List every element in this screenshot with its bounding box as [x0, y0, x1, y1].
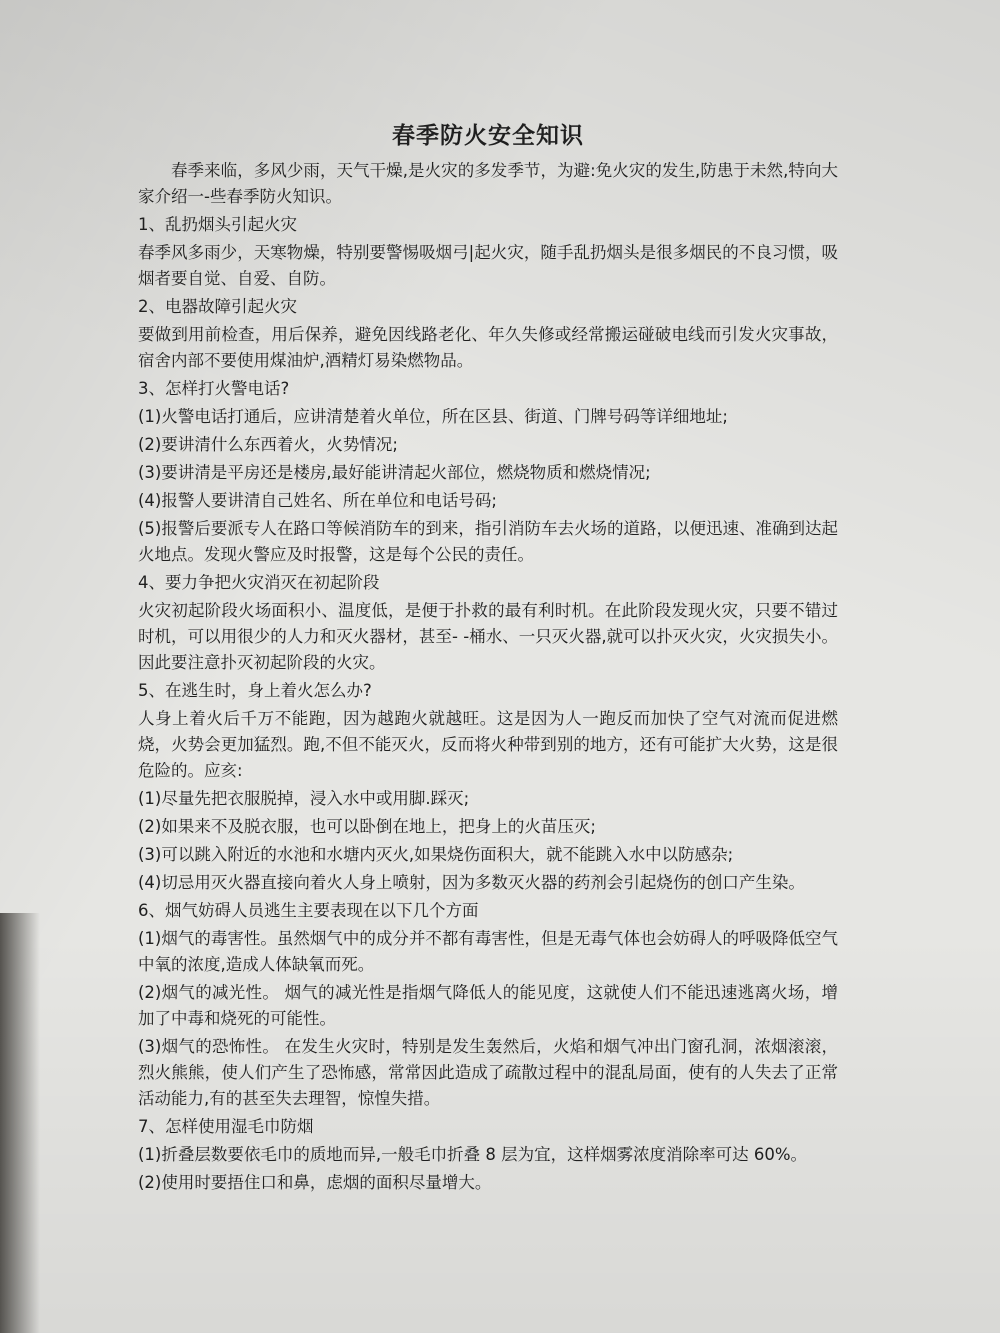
intro-paragraph: 春季来临，多风少雨，天气干燥,是火灾的多发季节，为避:免火灾的发生,防患于未然,特向大家介绍一-些春季防火知识。 [138, 161, 838, 206]
section-heading: 4、要力争把火灾消灭在初起阶段 [138, 573, 380, 592]
list-item: (2)如果来不及脱衣服，也可以卧倒在地上，把身上的火苗压灭; [138, 817, 596, 836]
list-item: (2)要讲清什么东西着火，火势情况; [138, 435, 398, 454]
list-item: (2)烟气的减光性。 烟气的减光性是指烟气降低人的能见度，这就使人们不能迅速逃离火场，增加了中毒和烧死的可能性。 [138, 983, 838, 1028]
list-item: (4)切忌用灭火器直接向着火人身上喷射，因为多数灭火器的药剂会引起烧伤的创口产生染。 [138, 873, 805, 892]
list-item: (3)可以跳入附近的水池和水塘内灭火,如果烧伤面积大，就不能跳入水中以防感杂; [138, 845, 734, 864]
section-heading: 1、乱扔烟头引起火灾 [138, 215, 297, 234]
section-heading: 5、在逃生时，身上着火怎么办? [138, 681, 372, 700]
list-item: (1)火警电话打通后，应讲清楚着火单位，所在区县、街道、门牌号码等详细地址; [138, 407, 728, 426]
section-paragraph: 要做到用前检查，用后保养，避免因线路老化、年久失修或经常搬运碰破电线而引发火灾事故，宿舍内部不要使用煤油炉,酒精灯易染燃物品。 [138, 325, 838, 370]
list-item: (4)报警人要讲清自己姓名、所在单位和电话号码; [138, 491, 497, 510]
list-item: (2)使用时要捂住口和鼻，虑烟的面积尽量增大。 [138, 1173, 492, 1192]
list-item: (1)尽量先把衣服脱掉，浸入水中或用脚.踩灭; [138, 789, 470, 808]
section-heading: 3、怎样打火警电话? [138, 379, 290, 398]
section-heading: 2、电器故障引起火灾 [138, 297, 297, 316]
section-heading: 7、怎样使用湿毛巾防烟 [138, 1117, 314, 1136]
list-item: (3)烟气的恐怖性。 在发生火灾时，特别是发生轰然后，火焰和烟气冲出门窗孔洞，浓烟滚滚，烈火熊熊，使人们产生了恐怖感，常常因此造成了疏散过程中的混乱局面，使有的人失去了正常活动能力,有的甚至失去理智，惊惶失措。 [138, 1037, 838, 1108]
list-item: (3)要讲清是平房还是楼房,最好能讲清起火部位，燃烧物质和燃烧情况; [138, 463, 651, 482]
edge-shadow [0, 913, 40, 1333]
list-item: (5)报警后要派专人在路口等候消防车的到来，指引消防车去火场的道路，以便迅速、准确到达起火地点。发现火警应及时报警，这是每个公民的责任。 [138, 519, 838, 564]
list-item: (1)折叠层数要依毛巾的质地而异,一般毛巾折叠 8 层为宜，这样烟雾浓度消除率可达 60%。 [138, 1145, 808, 1164]
section-paragraph: 春季风多雨少，天寒物燥，特别要警惕吸烟弓|起火灾，随手乱扔烟头是很多烟民的不良习惯，吸烟者要自觉、自爱、自防。 [138, 243, 838, 288]
section-paragraph: 火灾初起阶段火场面积小、温度低，是便于扑救的最有利时机。在此阶段发现火灾，只要不错过时机，可以用很少的人力和灭火器材，甚至- -桶水、一只灭火器,就可以扑灭火灾，火灾损失小。因此要注意扑灭初起阶段的火灾。 [138, 601, 838, 672]
document-title: 春季防火安全知识 [392, 123, 584, 149]
section-paragraph: 人身上着火后千万不能跑，因为越跑火就越旺。这是因为人一跑反而加快了空气对流而促进燃烧，火势会更加猛烈。跑,不但不能灭火，反而将火种带到别的地方，还有可能扩大火势，这是很危险的。应亥: [138, 709, 838, 780]
document-body [138, 118, 838, 1198]
section-heading: 6、烟气妨碍人员逃生主要表现在以下几个方面 [138, 901, 479, 920]
list-item: (1)烟气的毒害性。虽然烟气中的成分并不都有毒害性，但是无毒气体也会妨碍人的呼吸降低空气中氧的浓度,造成人体缺氧而死。 [138, 929, 838, 974]
